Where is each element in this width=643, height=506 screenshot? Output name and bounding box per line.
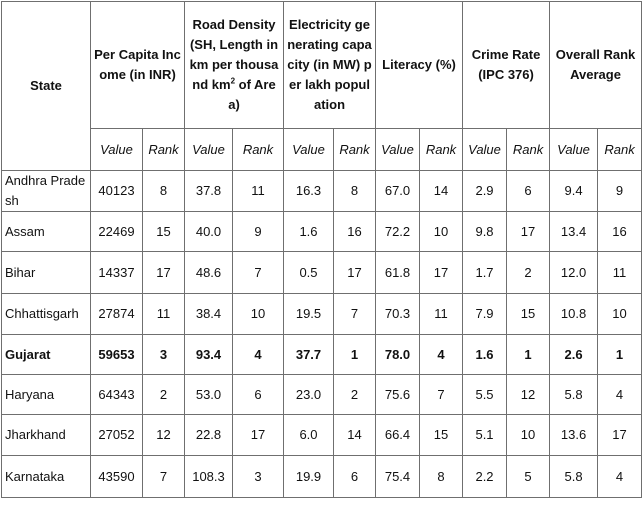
rank-cell: 14 (420, 171, 463, 212)
value-cell: 93.4 (185, 335, 233, 375)
state-cell: Haryana (2, 375, 91, 415)
value-cell: 37.7 (284, 335, 334, 375)
value-cell: 40123 (91, 171, 143, 212)
rank-cell: 1 (598, 335, 642, 375)
table-row (2, 294, 642, 335)
value-cell: 5.8 (550, 375, 598, 415)
table-row (2, 335, 642, 375)
value-cell: 64343 (91, 375, 143, 415)
value-cell: 108.3 (185, 456, 233, 498)
rank-cell: 17 (233, 415, 284, 456)
value-cell: 9.4 (550, 171, 598, 212)
rank-cell: 2 (334, 375, 376, 415)
rank-cell: 10 (507, 415, 550, 456)
table-row (2, 375, 642, 415)
subheader-value: Value (463, 129, 507, 171)
rank-cell: 15 (143, 212, 185, 252)
road-density-header-after: of Area) (228, 77, 276, 112)
subheader-value: Value (550, 129, 598, 171)
value-cell: 9.8 (463, 212, 507, 252)
state-ranking-table (1, 1, 642, 498)
value-cell: 1.6 (463, 335, 507, 375)
rank-cell: 17 (420, 252, 463, 294)
rank-cell: 7 (233, 252, 284, 294)
subheader-value: Value (284, 129, 334, 171)
subheader-rank: Rank (507, 129, 550, 171)
road-density-header-sup: 2 (230, 76, 236, 86)
state-cell: Gujarat (2, 335, 91, 375)
rank-cell: 6 (233, 375, 284, 415)
value-cell: 2.2 (463, 456, 507, 498)
value-cell: 10.8 (550, 294, 598, 335)
subheader-rank: Rank (334, 129, 376, 171)
value-cell: 5.1 (463, 415, 507, 456)
rank-cell: 11 (233, 171, 284, 212)
subheader-value: Value (185, 129, 233, 171)
value-cell: 75.4 (376, 456, 420, 498)
literacy-header: Literacy (%) (376, 2, 463, 129)
value-cell: 67.0 (376, 171, 420, 212)
value-cell: 22.8 (185, 415, 233, 456)
rank-cell: 9 (233, 212, 284, 252)
rank-cell: 2 (507, 252, 550, 294)
value-cell: 19.5 (284, 294, 334, 335)
value-cell: 12.0 (550, 252, 598, 294)
subheader-rank: Rank (598, 129, 642, 171)
rank-cell: 4 (233, 335, 284, 375)
value-cell: 43590 (91, 456, 143, 498)
value-cell: 5.8 (550, 456, 598, 498)
rank-cell: 8 (420, 456, 463, 498)
rank-cell: 11 (143, 294, 185, 335)
state-cell: Bihar (2, 252, 91, 294)
rank-cell: 3 (233, 456, 284, 498)
value-cell: 1.7 (463, 252, 507, 294)
value-cell: 22469 (91, 212, 143, 252)
table-row (2, 415, 642, 456)
value-cell: 27052 (91, 415, 143, 456)
rank-cell: 3 (143, 335, 185, 375)
subheader-value: Value (91, 129, 143, 171)
rank-cell: 16 (334, 212, 376, 252)
value-cell: 2.6 (550, 335, 598, 375)
value-cell: 75.6 (376, 375, 420, 415)
value-cell: 14337 (91, 252, 143, 294)
rank-cell: 4 (598, 456, 642, 498)
rank-cell: 1 (334, 335, 376, 375)
rank-cell: 6 (334, 456, 376, 498)
value-cell: 66.4 (376, 415, 420, 456)
value-cell: 1.6 (284, 212, 334, 252)
value-cell: 59653 (91, 335, 143, 375)
rank-cell: 4 (598, 375, 642, 415)
table-body (2, 171, 642, 498)
state-cell: Andhra Pradesh (2, 171, 91, 212)
rank-cell: 17 (143, 252, 185, 294)
crime-rate-header: Crime Rate (IPC 376) (463, 2, 550, 129)
rank-cell: 11 (420, 294, 463, 335)
value-cell: 72.2 (376, 212, 420, 252)
value-cell: 6.0 (284, 415, 334, 456)
rank-cell: 8 (334, 171, 376, 212)
overall-rank-header: Overall Rank Average (550, 2, 642, 129)
electricity-header: Electricity generating capacity (in MW) per lakh population (284, 2, 376, 129)
value-cell: 13.6 (550, 415, 598, 456)
value-cell: 38.4 (185, 294, 233, 335)
rank-cell: 7 (334, 294, 376, 335)
rank-cell: 7 (143, 456, 185, 498)
rank-cell: 10 (598, 294, 642, 335)
value-cell: 37.8 (185, 171, 233, 212)
state-cell: Karnataka (2, 456, 91, 498)
value-cell: 5.5 (463, 375, 507, 415)
state-cell: Jharkhand (2, 415, 91, 456)
table-row (2, 252, 642, 294)
state-cell: Assam (2, 212, 91, 252)
state-cell: Chhattisgarh (2, 294, 91, 335)
rank-cell: 2 (143, 375, 185, 415)
value-cell: 13.4 (550, 212, 598, 252)
subheader-rank: Rank (143, 129, 185, 171)
rank-cell: 17 (507, 212, 550, 252)
rank-cell: 12 (143, 415, 185, 456)
rank-cell: 9 (598, 171, 642, 212)
table-row (2, 456, 642, 498)
rank-cell: 6 (507, 171, 550, 212)
value-cell: 61.8 (376, 252, 420, 294)
value-cell: 78.0 (376, 335, 420, 375)
rank-cell: 10 (420, 212, 463, 252)
rank-cell: 14 (334, 415, 376, 456)
rank-cell: 16 (598, 212, 642, 252)
state-header: State (2, 2, 91, 171)
subheader-value: Value (376, 129, 420, 171)
value-cell: 7.9 (463, 294, 507, 335)
value-cell: 23.0 (284, 375, 334, 415)
subheader-rank: Rank (420, 129, 463, 171)
rank-cell: 12 (507, 375, 550, 415)
rank-cell: 1 (507, 335, 550, 375)
rank-cell: 5 (507, 456, 550, 498)
rank-cell: 17 (334, 252, 376, 294)
value-cell: 40.0 (185, 212, 233, 252)
value-cell: 27874 (91, 294, 143, 335)
rank-cell: 7 (420, 375, 463, 415)
per-capita-income-header: Per Capita Income (in INR) (91, 2, 185, 129)
value-cell: 19.9 (284, 456, 334, 498)
rank-cell: 15 (507, 294, 550, 335)
value-cell: 0.5 (284, 252, 334, 294)
subheader-row (2, 129, 642, 171)
subheader-rank: Rank (233, 129, 284, 171)
table-row (2, 212, 642, 252)
rank-cell: 4 (420, 335, 463, 375)
road-density-header (185, 2, 284, 129)
table-row (2, 171, 642, 212)
rank-cell: 10 (233, 294, 284, 335)
value-cell: 2.9 (463, 171, 507, 212)
rank-cell: 15 (420, 415, 463, 456)
rank-cell: 11 (598, 252, 642, 294)
rank-cell: 17 (598, 415, 642, 456)
rank-cell: 8 (143, 171, 185, 212)
value-cell: 48.6 (185, 252, 233, 294)
road-density-header-text: Road Density (SH, Length in km per thousand km (189, 17, 279, 92)
value-cell: 70.3 (376, 294, 420, 335)
value-cell: 53.0 (185, 375, 233, 415)
value-cell: 16.3 (284, 171, 334, 212)
